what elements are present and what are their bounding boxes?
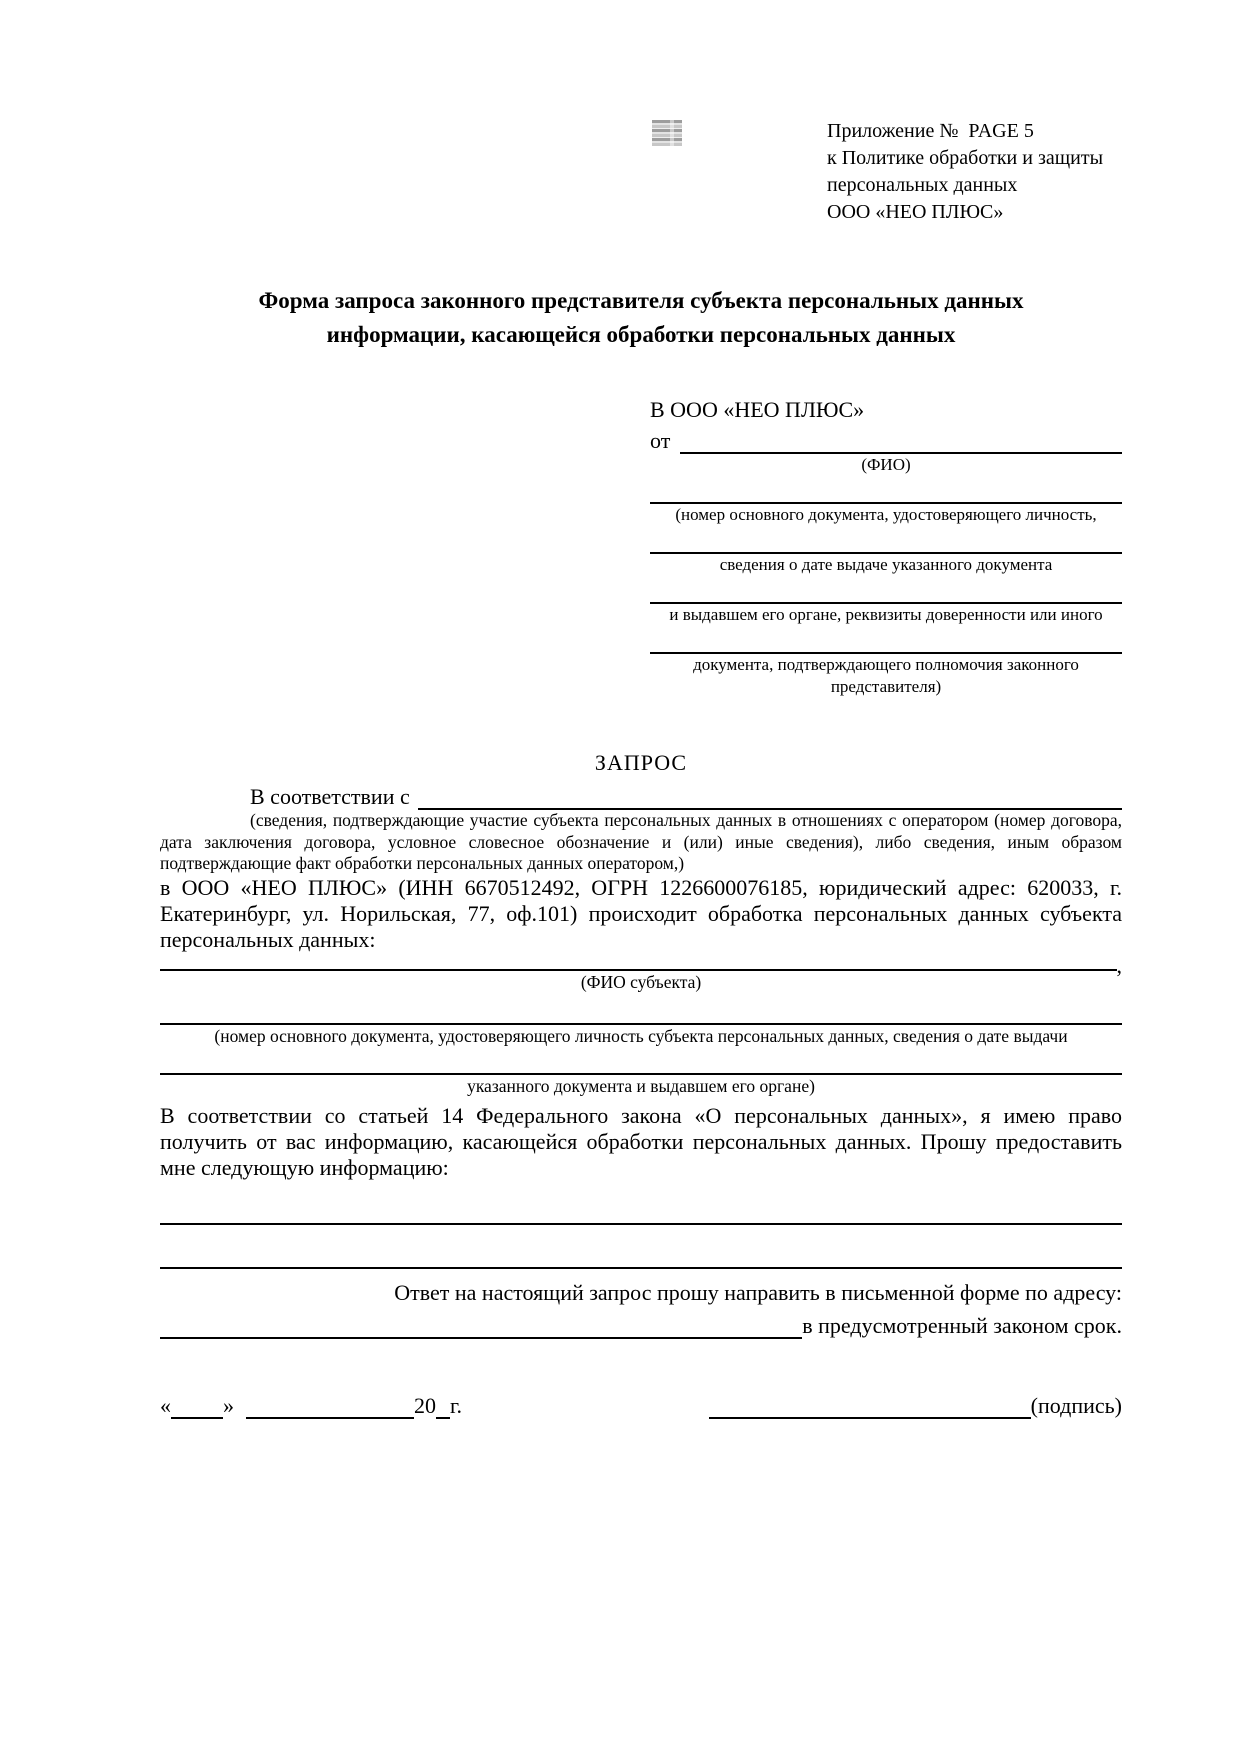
year-prefix: 20 [414, 1392, 436, 1418]
form-title [160, 284, 1122, 352]
company-name-line: ООО «НЕО ПЛЮС» [827, 201, 1004, 223]
policy-reference-line: к Политике обработки и защиты [827, 147, 1104, 169]
fill-in-line-reply-address [160, 1337, 802, 1339]
caption-identity-document: (номер основного документа, удостоверяющего личность, [675, 505, 1097, 524]
addressee-company: В ООО «НЕО ПЛЮС» [650, 397, 865, 422]
fill-in-line-issuing-authority [650, 576, 1122, 604]
addressee-block [650, 396, 1122, 698]
policy-reference-line2: персональных данных [827, 174, 1018, 196]
reply-address-intro: Ответ на настоящий запрос прошу направить в письменной форме по адресу: [394, 1279, 1122, 1305]
fill-in-line-signature [709, 1393, 1031, 1419]
fill-in-line-month [246, 1393, 414, 1419]
reply-deadline-text: в предусмотренный законом срок. [802, 1312, 1122, 1338]
year-suffix: г. [450, 1392, 463, 1418]
fill-in-line-requested-info-1 [160, 1223, 1122, 1225]
fill-in-line-day [171, 1393, 223, 1419]
operator-paragraph: в ООО «НЕО ПЛЮС» (ИНН 6670512492, ОГРН 1226600076185, юридический адрес: 620033, г. Екатеринбург, ул. Норильская, 77, оф.101) происходит обработка персональных данных субъекта персональных данных: [160, 874, 1122, 952]
in-accordance-label: В соответствии с [250, 784, 410, 809]
subject-name-row [160, 952, 1122, 978]
caption-issuing-authority: и выдавшем его органе, реквизиты доверенности или иного [669, 605, 1103, 624]
rights-paragraph: В соответствии со статьей 14 Федерального закона «О персональных данных», я имею право получить от вас информацию, касающейся обработки персональных данных. Прошу предоставить мне следующую информацию: [160, 1102, 1122, 1180]
fill-in-line-subject-document [160, 993, 1122, 1025]
fill-in-line-subject-document-issuer [160, 1047, 1122, 1075]
form-title-line-2: информации, касающейся обработки персональных данных [326, 322, 956, 347]
fill-in-line-power-of-attorney [650, 626, 1122, 654]
caption-subject-document: (номер основного документа, удостоверяющего личность субъекта персональных данных, сведения о дате выдачи [214, 1025, 1068, 1046]
fill-in-line-year [436, 1393, 450, 1419]
date-close-quote: » [223, 1392, 234, 1418]
from-label: от [650, 428, 671, 453]
from-row [650, 424, 1122, 454]
appendix-header [827, 118, 1122, 226]
signature-row [160, 1391, 1122, 1419]
form-title-line-1: Форма запроса законного представителя субъекта персональных данных [258, 288, 1024, 313]
date-field [160, 1393, 462, 1419]
caption-subject-fio: (ФИО субъекта) [580, 971, 702, 992]
caption-fio: (ФИО) [861, 455, 911, 474]
in-accordance-row [160, 780, 1122, 810]
fill-in-line-issue-date [650, 526, 1122, 554]
signature-caption: (подпись) [1030, 1392, 1122, 1418]
small-print-note: (сведения, подтверждающие участие субъекта персональных данных в отношениях с оператором (номер договора, дата заключения договора, условное словесное обозначение и (или) иные сведения), либо сведения, иным образом подтверждающие факт обработки персональных данных оператором,) [160, 810, 1122, 873]
date-open-quote: « [160, 1392, 171, 1418]
signature-field [709, 1393, 1122, 1419]
document-content [160, 118, 1122, 1419]
trailing-comma: , [1116, 952, 1122, 978]
fill-in-line-requested-info-2 [160, 1267, 1122, 1269]
reply-address-row [160, 1311, 1122, 1339]
caption-power-of-attorney: документа, подтверждающего полномочия законного представителя) [693, 655, 1079, 696]
caption-issue-date: сведения о дате выдаче указанного документа [719, 555, 1053, 574]
appendix-number-line: Приложение № PAGE 5 [827, 120, 1034, 142]
fill-in-line-identity-document [650, 476, 1122, 504]
request-heading: ЗАПРОС [594, 750, 688, 775]
caption-subject-document-issuer: указанного документа и выдавшем его органе) [467, 1075, 815, 1096]
